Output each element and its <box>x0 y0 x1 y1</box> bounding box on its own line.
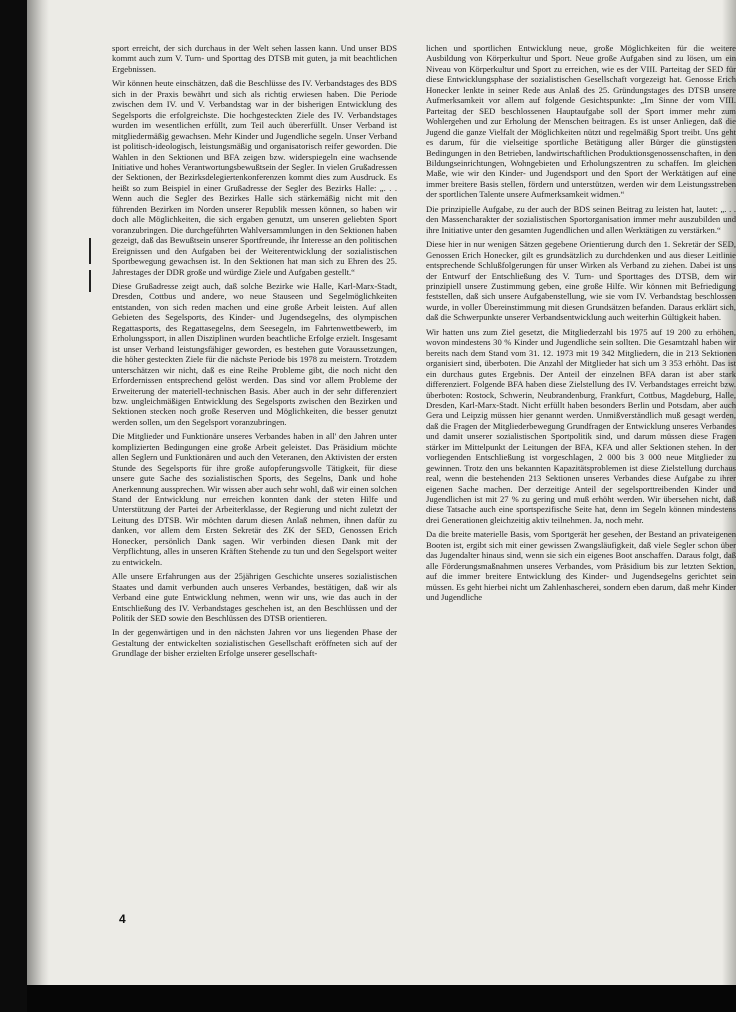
paragraph: Diese hier in nur wenigen Sätzen gegebene Orientierung durch den 1. Sekretär der SED, Genossen Erich Honecker, gilt es grundsätzlich zu durchdenken und aus dieser Leitlinie entsprechende Schlußfolgerungen für unser Wirken als Verband zu ziehen. Dabei ist uns der Entwurf der Entschließung des V. Turn- und Sporttages des DTSB, dem wir prinzipiell unsere Zustimmung geben, eine große Hilfe. Wir können mit Befriedigung feststellen, daß sich unsere Aufgabenstellung, wie sie vom IV. Verbandstag beschlossen wurde, in voller Übereinstimmung mit diesen Grundsätzen befanden. Daraus erklärt sich, daß die Schwerpunkte unserer Verbandsentwicklung auch weiterhin Gültigkeit haben. <box>426 239 736 323</box>
scan-border <box>27 985 736 1012</box>
margin-mark <box>89 238 91 264</box>
right-column <box>426 43 736 933</box>
paragraph: In der gegenwärtigen und in den nächsten Jahren vor uns liegenden Phase der Gestaltung der entwickelten sozialistischen Gesellschaft eröffneten sich auf der Grundlage der bisher erzielten Erfolge unserer gesellschaft- <box>112 627 397 659</box>
document-page <box>27 0 736 1012</box>
page-number: 4 <box>119 912 126 926</box>
paragraph: lichen und sportlichen Entwicklung neue, große Möglichkeiten für die weitere Ausbildung von Körperkultur und Sport. Neue große Aufgaben sind zu lösen, um ein Niveau von Körperkultur und Sport zu erreichen, wie es der VIII. Parteitag der SED für diese Entwicklungsphase der sozialistischen Gesellschaft vorgezeigt hat. Genosse Erich Honecker lenkte in seiner Rede aus Anlaß des 25. Gründungstages des DTSB unsere Aufmerksamkeit vor allem auf folgende Gesichtspunkte: „Im Sinne der vom VIII. Parteitag der SED beschlossenen Hauptaufgabe soll der Sport immer mehr zum Wohlergehen und zur Erholung der Menschen beitragen. Es ist unser Anliegen, daß die Jugend die ganze Vielfalt der Möglichkeiten nützt und regelmäßig Sport treibt. Uns geht es darum, für die vielseitige sportliche Betätigung aller Bürger die günstigsten Bedingungen in den Betrieben, landwirtschaftlichen Produktionsgenossenschaften, in den Bildungseinrichtungen, Wohngebieten und Erholungszentren zu schaffen. Im gleichen Maße, wie wir den Kinder- und Jugendsport und den Sport der Werktätigen auf eine immer breitere Basis stellen, fördern und unterstützen, werden wir dem Leistungsstreben der sportlichen Talente unsere Aufmerksamkeit widmen.“ <box>426 43 736 200</box>
paragraph: Wir hatten uns zum Ziel gesetzt, die Mitgliederzahl bis 1975 auf 19 200 zu erhöhen, wovon mindestens 30 % Kinder und Jugendliche sein sollten. Die Gesamtzahl haben wir bereits nach dem Stand vom 31. 12. 1973 mit 19 342 Mitgliedern, die in 213 Sektionen organisiert sind, überboten. Die Anzahl der Mitglieder hat sich um 3 353 erhöht. Das ist ein durchaus gutes Ergebnis. Der Anteil der einzelnen BFA daran ist aber stark differenziert. Folgende BFA haben diese Zielstellung des IV. Verbandstages erreicht bzw. überboten: Rostock, Schwerin, Neubrandenburg, Frankfurt, Cottbus, Magdeburg, Halle, Dresden, Karl-Marx-Stadt. Nicht erfüllt haben besonders Berlin und Potsdam, aber auch Gera und Leipzig müssen hier genannt werden. Unmißverständlich muß gesagt werden, daß die Fragen der Mitgliederbewegung Grundfragen der Entwicklung unseres Verbandes und damit unserer sozialistischen Sportpolitik sind, und darum müssen diese Fragen stärker im Mittelpunkt der Leitungen der BFA, KFA und aller Sektionen stehen. In der vorliegenden Entschließung ist vorgeschlagen, 2 000 bis 3 000 neue Mitglieder zu gewinnen. Trotz den uns bekannten Kapazitätsproblemen ist diese Zielstellung durchaus real, wenn die bestehenden 213 Sektionen unseres Verbandes diese Aufgabe zu ihrer eigenen Sache machen. Der derzeitige Anteil der segelsporttreibenden Kinder und Jugendlichen ist mit 27 % zu gering und muß erhöht werden. Wir übersehen nicht, daß diese Tatsache auch eine sportspezifische Seite hat, denn im Segeln können mindestens drei Generationen gleichzeitig aktiv teilnehmen. Ja, noch mehr. <box>426 326 736 525</box>
paragraph: sport erreicht, der sich durchaus in der Welt sehen lassen kann. Und unser BDS kommt auch zum V. Turn- und Sporttag des DTSB mit guten, ja mit beachtlichen Ergebnissen. <box>112 43 397 74</box>
paragraph: Da die breite materielle Basis, vom Sportgerät her gesehen, der Bestand an privateigenen Booten ist, ergibt sich mit einer gewissen Zwangsläufigkeit, daß viele Segler schon über das Jugendalter hinaus sind, wenn sie sich ein eigenes Boot anschaffen. Daraus folgt, daß alle Förderungsmaßnahmen unseres Verbandes, vom Präsidium bis zur letzten Sektion, auf die immer breitere Entwicklung des Kinder- und Jugendsegelns gerichtet sein müssen. Es geht hierbei nicht um Zahlenhascherei, sondern eben darum, daß mehr Kinder und Jugendliche <box>426 529 736 603</box>
paragraph: Die Mitglieder und Funktionäre unseres Verbandes haben in all' den Jahren unter komplizierten Bedingungen eine große Arbeit geleistet. Das Präsidium möchte allen Seglern und Funktionären und auch den Veteranen, den Aktivisten der ersten Stunde des Segelsports für ihre große aufopferungsvolle Tätigkeit, für diese unsere gute Sache des sozialistischen Sports, des Segelns, Dank und hohe Anerkennung aussprechen. Wir wissen aber auch sehr wohl, daß wir einen solchen Stand der Entwicklung nur erreichen konnten dank der steten Hilfe und Unterstützung der Partei der Arbeiterklasse, der Regierung und nicht zuletzt der Leitung des DTSB. Wir möchten darum diesen Anlaß nehmen, ihnen dafür zu danken, vor allem dem Ersten Sekretär des ZK der SED, Genossen Erich Honecker, persönlich Dank sagen. Wir verbinden diesen Dank mit der Verpflichtung, alles in unseren Kräften Stehende zu tun und den Segelsport weiter zu entwickeln. <box>112 431 397 567</box>
paragraph: Wir können heute einschätzen, daß die Beschlüsse des IV. Verbandstages des BDS sich in der Praxis bewährt und sich als richtig erwiesen haben. Die Periode zwischen dem IV. und V. Verbandstag war in der bisherigen Entwicklung des Segelsports die erfolgreichste. Die hochgesteckten Ziele des IV. Verbandstages wurden im wesentlichen erfüllt, zum Teil auch übererfüllt. Unser Verband ist mitgliedermäßig gewachsen. Mehr Kinder und Jugendliche segeln. Unser Verband ist politisch-ideologisch, leistungsmäßig und organisatorisch reifer geworden. Die Wahlen in den Sektionen und BFA zeigen bzw. widerspiegeln eine wachsende Initiative und hohes Verantwortungsbewußtsein der Segler. In vielen Grußadressen der Sektionen, der Bezirksdelegiertenkonferenzen kommt dies zum Ausdruck. Es heißt so zum Beispiel in einer Grußadresse der Segler des Bezirks Halle: „. . . Wenn auch die Segler des Bezirkes Halle sich stärkemäßig nicht mit den führenden Bezirken im Norden unserer Republik messen können, so haben wir doch alle Möglichkeiten, die sich ergaben genutzt, um unseren geliebten Sport voranzubringen. Die durchgeführten Wahlversammlungen in den Sektionen haben gezeigt, daß das Bewußtsein unserer Sportfreunde, ihr Interesse an den politischen Ereignissen und den Aufgaben bei der Weiterentwicklung der sozialistischen Sportbewegung gewachsen ist. In den Sektionen hat man sich zu Ehren des 25. Jahrestages der DDR große und würdige Ziele und Aufgaben gestellt.“ <box>112 78 397 277</box>
page-binding-shadow <box>27 0 49 1012</box>
paragraph: Diese Grußadresse zeigt auch, daß solche Bezirke wie Halle, Karl-Marx-Stadt, Dresden, Cottbus und andere, wo neue Stauseen und Segelmöglichkeiten entstanden, von sich reden machen und eine große Arbeit leisten. Auf allen Gebieten des Segelsports, des Kinder- und Jugendsegelns, des olympischen Regattasports, des Regattasegelns, dem Seesegeln, im Fahrtenwettbewerb, im Erholungssport, in allen Disziplinen wurden beachtliche Erfolge erzielt. Insgesamt ist unser Verband leistungsfähiger geworden, es bestehen gute Voraussetzungen, die höher gesteckten Ziele für die nächste Periode bis 1978 zu meistern. Trotzdem unterschätzen wir nicht, daß es eine Reihe Probleme gibt, die noch nicht den Erfordernissen entsprechend gelöst werden. Das sind vor allem Probleme der Erweiterung der materiell-technischen Basis. Aber auch in der sehr differenziert bzw. ungleichmäßigen Entwicklung des Segelsports zwischen den Bezirken und Sektionen stecken noch große Reserven und Möglichkeiten, die besser genutzt werden sollen, um den Segelsport voranzubringen. <box>112 280 397 427</box>
paragraph: Alle unsere Erfahrungen aus der 25jährigen Geschichte unseres sozialistischen Staates und damit verbunden auch unseres Verbandes, bestätigen, daß wir als Verband eine gute Entwicklung nehmen, wenn wir uns, wie das auch in der Entschließung des IV. Verbandstages geschehen ist, an den Beschlüssen und der Politik der SED sowie den Beschlüssen des DTSB orientieren. <box>112 571 397 624</box>
paragraph: Die prinzipielle Aufgabe, zu der auch der BDS seinen Beitrag zu leisten hat, lautet: „. . . den Massencharakter der sozialistischen Sportorganisation immer mehr auszubilden und ihre Initiative unter den gesamten Jugendlichen und allen Werktätigen zu verstärken.“ <box>426 203 736 235</box>
margin-mark <box>89 270 91 292</box>
left-column <box>112 43 397 933</box>
